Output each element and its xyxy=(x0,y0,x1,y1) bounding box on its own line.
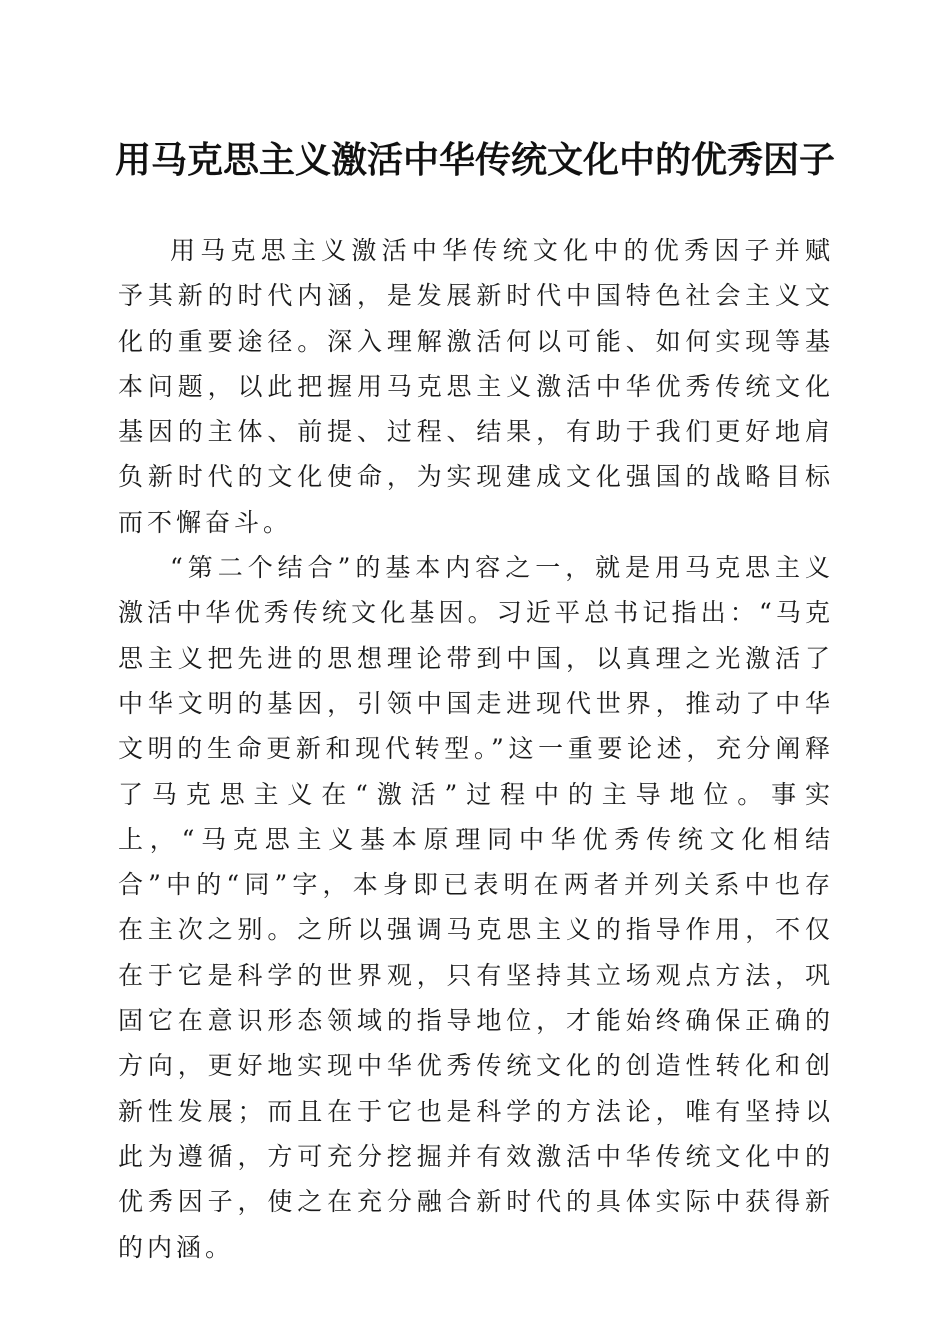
paragraph-1: 用马克思主义激活中华传统文化中的优秀因子并赋予其新的时代内涵，是发展新时代中国特色社会主义文化的重要途径。深入理解激活何以可能、如何实现等基本问题，以此把握用马克思主义激活中华优秀传统文化基因的主体、前提、过程、结果，有助于我们更好地肩负新时代的文化使命，为实现建成文化强国的战略目标而不懈奋斗。 xyxy=(118,236,834,537)
document-body xyxy=(118,228,834,1270)
paragraph-2: “第二个结合”的基本内容之一，就是用马克思主义激活中华优秀传统文化基因。习近平总书记指出：“马克思主义把先进的思想理论带到中国，以真理之光激活了中华文明的基因，引领中国走进现代世界，推动了中华文明的生命更新和现代转型。”这一重要论述，充分阐释了马克思主义在“激活”过程中的主导地位。事实上，“马克思主义基本原理同中华优秀传统文化相结合”中的“同”字，本身即已表明在两者并列关系中也存在主次之别。之所以强调马克思主义的指导作用，不仅在于它是科学的世界观，只有坚持其立场观点方法，巩固它在意识形态领域的指导地位，才能始终确保正确的方向，更好地实现中华优秀传统文化的创造性转化和创新性发展；而且在于它也是科学的方法论，唯有坚持以此为遵循，方可充分挖掘并有效激活中华传统文化中的优秀因子，使之在充分融合新时代的具体实际中获得新的内涵。 xyxy=(118,553,834,1262)
document-title: 用马克思主义激活中华传统文化中的优秀因子 xyxy=(114,139,835,181)
